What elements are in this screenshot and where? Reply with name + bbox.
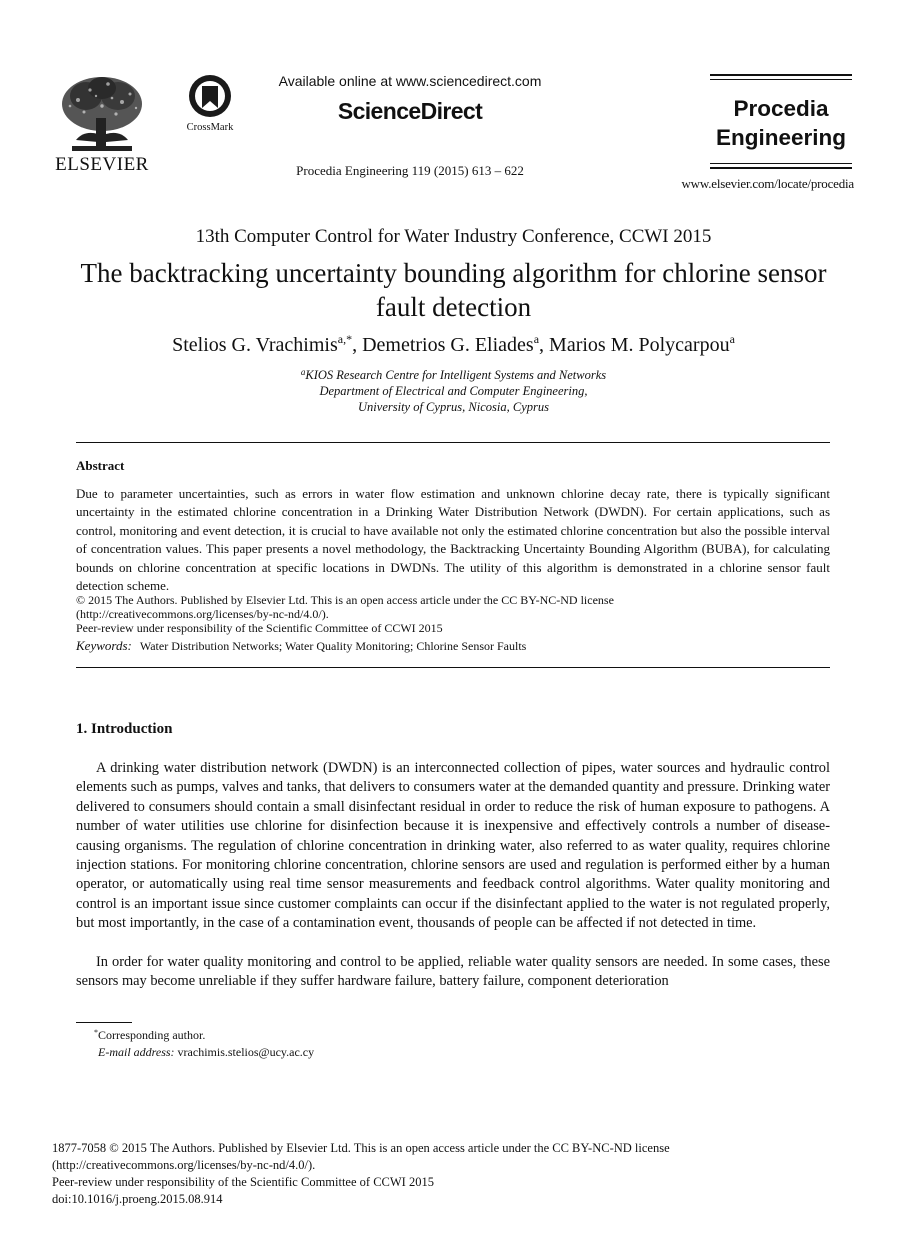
author-name: Marios M. Polycarpou [549,334,730,356]
peer-review-note: Peer-review under responsibility of the Scientific Committee of CCWI 2015 [76,621,443,635]
intro-paragraph: In order for water quality monitoring and control to be applied, reliable water quality sensors are needed. In some cases, these sensors may become unreliable if they suffer hardware failure, battery failure, component deterioration [76,954,830,990]
sciencedirect-logo[interactable]: ScienceDirect [337,98,483,124]
journal-title: Procedia Engineering [715,96,846,150]
divider [76,667,830,668]
peer-review-note: Peer-review under responsibility of the Scientific Committee of CCWI 2015 [52,1175,434,1189]
author-list: Stelios G. Vrachimis$^{a,*}$, Demetrios G. Eliades$^a$, Marios M. Polycarpou$^a$ [172,332,735,356]
license-link[interactable]: (http://creativecommons.org/licenses/by-nc-nd/4.0/). [52,1158,316,1172]
conference-name: 13th Computer Control for Water Industry Conference, CCWI 2015 [195,226,712,247]
crossmark-badge[interactable] [178,74,242,134]
footnote-corresponding [94,1028,205,1043]
section-heading: 1. Introduction [76,721,173,737]
license-notice [76,593,830,635]
doi[interactable]: doi:10.1016/j.proeng.2015.08.914 [52,1192,223,1206]
divider [76,442,830,443]
footnote-rule [76,1022,132,1023]
crossmark-icon [188,74,232,118]
license-link[interactable]: (http://creativecommons.org/licenses/by-nc-nd/4.0/). [76,607,329,621]
journal-box-rule [710,79,852,80]
footnote-email [98,1045,314,1060]
email-address[interactable]: vrachimis.stelios@ucy.ac.cy [177,1045,315,1059]
footnote-mark: * [94,1028,98,1037]
elsevier-logo [52,74,152,178]
affiliation [0,364,907,415]
journal-url[interactable]: www.elsevier.com/locate/procedia [681,176,854,191]
journal-box-rule [710,74,852,76]
author-marks: a [729,332,735,346]
author-name: Stelios G. Vrachimis [172,334,338,356]
keywords [76,638,830,654]
abstract-text: Due to parameter uncertainties, such as errors in water flow estimation and unknown chlorine decay rate, there is typically significant uncertainty in the estimated chlorine concentration in a Drinking Water Distribution Network (DWDN). For certain applications, such as control, monitoring and event detection, it is crucial to have available not only the estimated chlorine concentration but also the possible interval of concentration values. This paper presents a novel methodology, the Backtracking Uncertainty Bounding Algorithm (BUBA), for calculating bounds on chlorine concentration at specific locations in DWDNs. The utility of this algorithm is demonstrated in a chlorine sensor fault detection scheme. [76,486,830,594]
author-marks: a,* [337,332,353,346]
publisher-name: ELSEVIER [55,154,149,175]
available-online: Available online at www.sciencedirect.com [278,73,542,89]
keywords-list: Water Distribution Networks; Water Quality Monitoring; Chlorine Sensor Faults [139,639,527,653]
journal-box-rule [710,163,852,164]
elsevier-tree-icon [56,74,148,156]
keywords-label: Keywords: [76,638,132,653]
footnote-text: Corresponding author. [98,1028,206,1042]
affiliation-line: Department of Electrical and Computer Engineering, [319,384,588,398]
affiliation-line: KIOS Research Centre for Intelligent Systems and Networks [305,368,607,382]
abstract-heading: Abstract [76,458,125,473]
paper-title: The backtracking uncertainty bounding algorithm for chlorine sensor fault detection [80,258,827,322]
email-label: E-mail address: [98,1045,175,1059]
author-name: Demetrios G. Eliades [362,334,534,356]
journal-box-rule [710,167,852,169]
crossmark-label: CrossMark [186,122,234,133]
affiliation-line: University of Cyprus, Nicosia, Cyprus [358,400,549,414]
license-line: © 2015 The Authors. Published by Elsevier Ltd. This is an open access article under the CC BY-NC-ND license [76,593,614,607]
affiliation-mark: a [300,367,306,377]
copyright-line: 1877-7058 © 2015 The Authors. Published by Elsevier Ltd. This is an open access article under the CC BY-NC-ND license [52,1141,670,1155]
intro-paragraph: A drinking water distribution network (DWDN) is an interconnected collection of pipes, water sources and hydraulic control elements such as pumps, valves and tanks, that delivers to consumers water at the demanded quantity and pressure. Drinking water delivered to consumers should contain a small disinfectant residual in order to reduce the risk of human exposure to pathogens. A number of water utilities use chlorine for disinfection because it is inexpensive and effectively controls a number of disease-causing organisms. The regulation of chlorine concentration in drinking water, also referred to as water quality, requires chlorine injection stations. For monitoring chlorine concentration, chlorine sensors are used and regulation is performed either by a human operator, or automatically using real time sensor measurements and feedback control algorithms. Water quality monitoring and control is an important issue since customer complaints can occur if the disinfectant applied to the water is not regulated properly, but most importantly, in the case of a contamination event, thousands of people can be affected if not detected in time. [76,760,830,932]
journal-reference: Procedia Engineering 119 (2015) 613 – 622 [296,163,524,178]
author-marks: a [533,332,540,346]
